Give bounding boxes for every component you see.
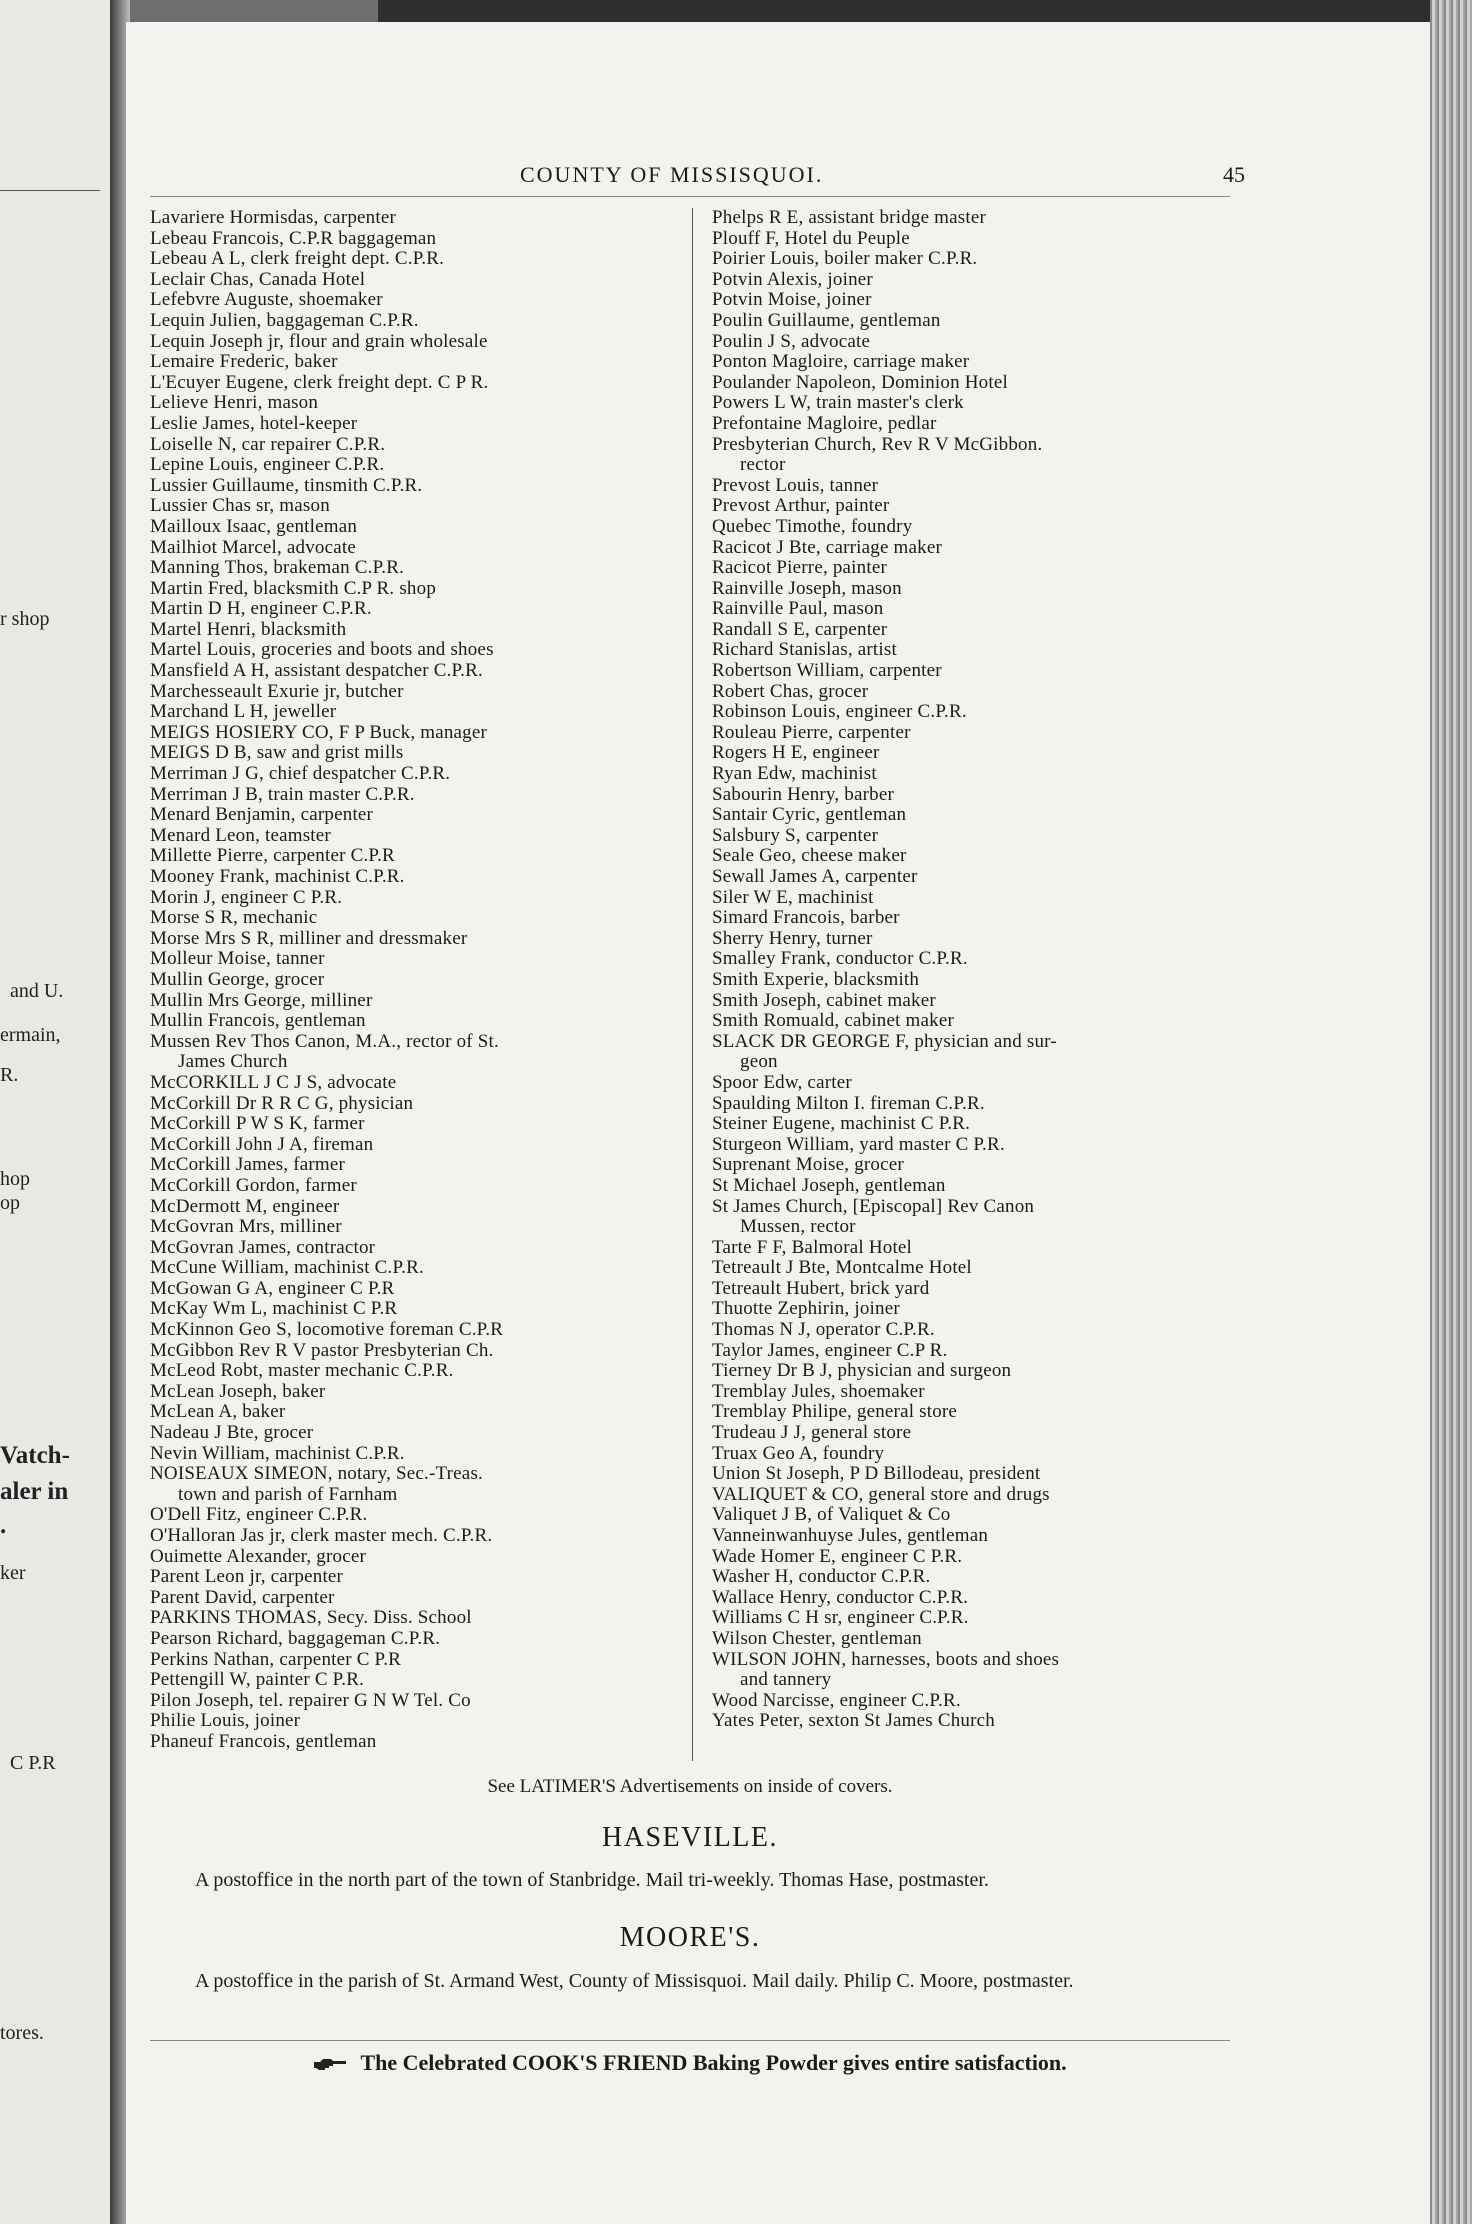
directory-entry: Thuotte Zephirin, joiner [712, 1298, 900, 1320]
directory-entry: Tarte F F, Balmoral Hotel [712, 1236, 913, 1258]
directory-entry: Merriman J G, chief despatcher C.P.R. [150, 763, 451, 785]
directory-entry: McKinnon Geo S, locomotive foreman C.P.R [150, 1319, 504, 1341]
directory-entry: Smith Experie, blacksmith [712, 968, 920, 990]
section-text-moores: A postoffice in the parish of St. Armand West, County of Missisquoi. Mail daily. Philip C. Moore, postmaster. [195, 1970, 1074, 1992]
directory-column-left [150, 208, 678, 1753]
directory-entry: Ouimette Alexander, grocer [150, 1545, 366, 1567]
directory-entry: Simard Francois, barber [712, 907, 900, 929]
directory-entry: McCorkill P W S K, farmer [150, 1113, 365, 1135]
directory-entry: McGowan G A, engineer C P.R [150, 1277, 395, 1299]
directory-entry: Lemaire Frederic, baker [150, 351, 338, 373]
directory-entry: McLean A, baker [150, 1401, 286, 1423]
directory-entry: Prevost Louis, tanner [712, 474, 879, 496]
page-number: 45 [1223, 162, 1245, 187]
page-edges [1430, 0, 1472, 2224]
directory-entry: Seale Geo, cheese maker [712, 845, 907, 867]
directory-entry: Pearson Richard, baggageman C.P.R. [150, 1627, 441, 1649]
directory-entry: Lussier Guillaume, tinsmith C.P.R. [150, 474, 423, 496]
directory-entry: Poulin Guillaume, gentleman [712, 309, 941, 331]
directory-entry: Poulin J S, advocate [712, 330, 871, 352]
directory-entry: Lequin Joseph jr, flour and grain wholesale [150, 330, 488, 352]
header-rule [150, 196, 1230, 197]
page-header [145, 162, 1245, 192]
directory-entry: Quebec Timothe, foundry [712, 515, 913, 537]
directory-entry: Rouleau Pierre, carpenter [712, 721, 911, 743]
directory-entry: Yates Peter, sexton St James Church [712, 1710, 995, 1732]
directory-entry: Marchand L H, jeweller [150, 701, 337, 723]
margin-fragment: R. [0, 1064, 19, 1086]
directory-entry: Leslie James, hotel-keeper [150, 412, 358, 434]
directory-entry: Lebeau A L, clerk freight dept. C.P.R. [150, 248, 445, 270]
directory-entry: Martin D H, engineer C.P.R. [150, 598, 372, 620]
adjacent-page-fragment [0, 0, 115, 2224]
margin-fragment: hop [0, 1168, 30, 1190]
directory-entry: Smalley Frank, conductor C.P.R. [712, 948, 968, 970]
directory-entry: McGovran Mrs, milliner [150, 1216, 342, 1238]
directory-entry: Mullin Mrs George, milliner [150, 989, 373, 1011]
margin-fragment: ker [0, 1562, 26, 1584]
directory-entry: Molleur Moise, tanner [150, 948, 325, 970]
directory-entry: Nevin William, machinist C.P.R. [150, 1442, 405, 1464]
directory-entry: Plouff F, Hotel du Peuple [712, 227, 910, 249]
directory-entry: Pettengill W, painter C P.R. [150, 1669, 365, 1691]
directory-entry: Taylor James, engineer C.P R. [712, 1339, 948, 1361]
directory-entry: town and parish of Farnham [178, 1483, 398, 1505]
directory-entry: Pilon Joseph, tel. repairer G N W Tel. Co [150, 1689, 471, 1711]
directory-entry: Smith Joseph, cabinet maker [712, 989, 936, 1011]
directory-entry: Mussen Rev Thos Canon, M.A., rector of St. [150, 1030, 499, 1052]
directory-entry: Lequin Julien, baggageman C.P.R. [150, 309, 419, 331]
margin-fragment: r shop [0, 608, 50, 630]
directory-entry: Powers L W, train master's clerk [712, 392, 964, 414]
directory-entry: Mailhiot Marcel, advocate [150, 536, 357, 558]
directory-entry: Phaneuf Francois, gentleman [150, 1730, 377, 1752]
directory-entry: McDermott M, engineer [150, 1195, 340, 1217]
adjacent-page-rule [0, 190, 100, 191]
section-title-haseville: HASEVILLE. [602, 1822, 778, 1853]
directory-entry: Racicot Pierre, painter [712, 557, 887, 579]
directory-column-right [712, 208, 1232, 1732]
directory-entry: McLean Joseph, baker [150, 1380, 326, 1402]
directory-entry: Williams C H sr, engineer C.P.R. [712, 1607, 969, 1629]
directory-entry: Wallace Henry, conductor C.P.R. [712, 1586, 969, 1608]
directory-entry: Racicot J Bte, carriage maker [712, 536, 942, 558]
directory-entry: St Michael Joseph, gentleman [712, 1174, 946, 1196]
directory-entry: Santair Cyric, gentleman [712, 804, 907, 826]
directory-entry: Truax Geo A, foundry [712, 1442, 885, 1464]
section-title-moores: MOORE'S. [619, 1922, 761, 1953]
margin-fragment: tores. [0, 2022, 44, 2044]
directory-entry: James Church [178, 1051, 288, 1073]
directory-entry: Tremblay Jules, shoemaker [712, 1380, 925, 1402]
directory-entry: Parent Leon jr, carpenter [150, 1566, 344, 1588]
directory-entry: Millette Pierre, carpenter C.P.R [150, 845, 395, 867]
directory-entry: Prevost Arthur, painter [712, 495, 890, 517]
column-divider [692, 208, 693, 1761]
directory-entry: Ryan Edw, machinist [712, 763, 877, 785]
pointing-hand-icon [313, 2058, 347, 2072]
directory-entry: Martin Fred, blacksmith C.P R. shop [150, 577, 437, 599]
footer-text: The Celebrated COOK'S FRIEND Baking Powder gives entire satisfaction. [360, 2050, 1067, 2075]
directory-entry: Tierney Dr B J, physician and surgeon [712, 1360, 1012, 1382]
directory-entry: Poirier Louis, boiler maker C.P.R. [712, 248, 978, 270]
directory-entry: McGibbon Rev R V pastor Presbyterian Ch. [150, 1339, 494, 1361]
directory-entry: O'Halloran Jas jr, clerk master mech. C.P.R. [150, 1525, 493, 1546]
directory-entry: geon [740, 1051, 778, 1073]
directory-entry: Parent David, carpenter [150, 1586, 335, 1608]
directory-entry: McCorkill Gordon, farmer [150, 1174, 357, 1196]
directory-entry: Randall S E, carpenter [712, 618, 888, 640]
footer-rule [150, 2040, 1230, 2041]
directory-entry: Menard Leon, teamster [150, 824, 331, 846]
directory-entry: Leclair Chas, Canada Hotel [150, 268, 366, 290]
directory-entry: Spoor Edw, carter [712, 1071, 852, 1093]
directory-entry: McCorkill Dr R R C G, physician [150, 1092, 414, 1114]
directory-entry: Presbyterian Church, Rev R V McGibbon. [712, 433, 1043, 455]
directory-entry: Merriman J B, train master C.P.R. [150, 783, 415, 805]
directory-entry: Martel Henri, blacksmith [150, 618, 347, 640]
directory-entry: Perkins Nathan, carpenter C P.R [150, 1648, 402, 1670]
directory-entry: O'Dell Fitz, engineer C.P.R. [150, 1504, 368, 1526]
directory-entry: Nadeau J Bte, grocer [150, 1422, 314, 1444]
directory-entry: Spaulding Milton I. fireman C.P.R. [712, 1092, 985, 1114]
directory-entry: Robinson Louis, engineer C.P.R. [712, 701, 967, 723]
directory-entry: L'Ecuyer Eugene, clerk freight dept. C P R. [150, 371, 489, 393]
margin-fragment: ermain, [0, 1024, 61, 1046]
directory-entry: Siler W E, machinist [712, 886, 874, 908]
directory-entry: Mullin George, grocer [150, 968, 325, 990]
directory-entry: Sherry Henry, turner [712, 927, 873, 949]
directory-entry: MEIGS HOSIERY CO, F P Buck, manager [150, 721, 488, 743]
advertisement-note: See LATIMER'S Advertisements on inside of covers. [487, 1776, 893, 1797]
directory-entry: Vanneinwanhuyse Jules, gentleman [712, 1525, 989, 1546]
directory-entry: Thomas N J, operator C.P.R. [712, 1319, 935, 1341]
directory-entry: Robert Chas, grocer [712, 680, 869, 702]
directory-entry: Sewall James A, carpenter [712, 866, 918, 887]
directory-entry: Wade Homer E, engineer C P.R. [712, 1545, 963, 1567]
directory-entry: Richard Stanislas, artist [712, 639, 897, 661]
directory-entry: NOISEAUX SIMEON, notary, Sec.-Treas. [150, 1463, 483, 1485]
directory-entry: Rogers H E, engineer [712, 742, 880, 764]
margin-fragment: and U. [10, 980, 64, 1002]
directory-entry: Potvin Alexis, joiner [712, 268, 873, 290]
directory-entry: Salsbury S, carpenter [712, 824, 879, 846]
directory-entry: Wood Narcisse, engineer C.P.R. [712, 1689, 961, 1711]
directory-entry: Philie Louis, joiner [150, 1710, 301, 1732]
directory-entry: Rainville Paul, mason [712, 598, 884, 620]
directory-entry: Trudeau J J, general store [712, 1422, 912, 1444]
running-title: COUNTY OF MISSISQUOI. [520, 162, 824, 187]
margin-fragment: . [0, 1512, 7, 1539]
directory-entry: Mussen, rector [740, 1216, 856, 1238]
directory-entry: Morin J, engineer C P.R. [150, 886, 343, 908]
directory-entry: Prefontaine Magloire, pedlar [712, 412, 937, 434]
margin-fragment: aler in [0, 1478, 69, 1505]
directory-entry: Tremblay Philipe, general store [712, 1401, 958, 1423]
directory-entry: Mailloux Isaac, gentleman [150, 515, 358, 537]
directory-entry: Valiquet J B, of Valiquet & Co [712, 1504, 951, 1526]
directory-entry: Poulander Napoleon, Dominion Hotel [712, 371, 1008, 393]
directory-entry: McCORKILL J C J S, advocate [150, 1071, 397, 1093]
directory-entry: St James Church, [Episcopal] Rev Canon [712, 1195, 1035, 1217]
footer-advert [150, 2050, 1230, 2076]
directory-entry: Loiselle N, car repairer C.P.R. [150, 433, 386, 455]
directory-entry: McGovran James, contractor [150, 1236, 376, 1258]
directory-entry: Wilson Chester, gentleman [712, 1627, 922, 1649]
directory-entry: SLACK DR GEORGE F, physician and sur- [712, 1030, 1057, 1052]
directory-entry: McCorkill James, farmer [150, 1154, 346, 1176]
directory-entry: Tetreault J Bte, Montcalme Hotel [712, 1257, 972, 1279]
directory-entry: Mooney Frank, machinist C.P.R. [150, 866, 405, 887]
directory-entry: Martel Louis, groceries and boots and shoes [150, 639, 494, 661]
directory-entry: PARKINS THOMAS, Secy. Diss. School [150, 1607, 472, 1629]
directory-entry: Robertson William, carpenter [712, 660, 942, 682]
margin-fragment: Vatch- [0, 1442, 70, 1469]
directory-entry: Potvin Moise, joiner [712, 289, 872, 311]
directory-entry: Menard Benjamin, carpenter [150, 804, 374, 826]
directory-entry: Lefebvre Auguste, shoemaker [150, 289, 383, 311]
directory-entry: Sturgeon William, yard master C P.R. [712, 1133, 1005, 1155]
directory-entry: Lelieve Henri, mason [150, 392, 319, 414]
directory-entry: Morse S R, mechanic [150, 907, 318, 929]
directory-entry: Union St Joseph, P D Billodeau, president [712, 1463, 1041, 1485]
directory-entry: Smith Romuald, cabinet maker [712, 1010, 954, 1032]
directory-entry: Ponton Magloire, carriage maker [712, 351, 970, 373]
section-text-haseville: A postoffice in the north part of the town of Stanbridge. Mail tri-weekly. Thomas Hase, postmaster. [195, 1869, 989, 1891]
directory-entry: Mansfield A H, assistant despatcher C.P.R. [150, 660, 483, 682]
directory-entry: Sabourin Henry, barber [712, 783, 895, 805]
directory-entry: Phelps R E, assistant bridge master [712, 207, 987, 228]
directory-entry: rector [740, 454, 786, 476]
directory-entry: Mullin Francois, gentleman [150, 1010, 366, 1032]
directory-entry: VALIQUET & CO, general store and drugs [712, 1483, 1050, 1505]
directory-entry: Lavariere Hormisdas, carpenter [150, 207, 397, 228]
directory-entry: Suprenant Moise, grocer [712, 1154, 904, 1176]
directory-entry: McCorkill John J A, fireman [150, 1133, 374, 1155]
directory-entry: Washer H, conductor C.P.R. [712, 1566, 931, 1588]
directory-entry: WILSON JOHN, harnesses, boots and shoes [712, 1648, 1060, 1670]
directory-entry: McKay Wm L, machinist C P.R [150, 1298, 398, 1320]
directory-entry: Morse Mrs S R, milliner and dressmaker [150, 927, 468, 949]
margin-fragment: C P.R [10, 1752, 56, 1774]
directory-entry: and tannery [740, 1669, 832, 1691]
directory-entry: Manning Thos, brakeman C.P.R. [150, 557, 405, 579]
directory-entry: Marchesseault Exurie jr, butcher [150, 680, 404, 702]
directory-entry: Rainville Joseph, mason [712, 577, 902, 599]
directory-entry: McLeod Robt, master mechanic C.P.R. [150, 1360, 454, 1382]
directory-entry: McCune William, machinist C.P.R. [150, 1257, 424, 1279]
directory-entry: Steiner Eugene, machinist C P.R. [712, 1113, 971, 1135]
directory-entry: MEIGS D B, saw and grist mills [150, 742, 404, 764]
directory-entry: Tetreault Hubert, brick yard [712, 1277, 930, 1299]
directory-entry: Lussier Chas sr, mason [150, 495, 330, 517]
margin-fragment: op [0, 1192, 20, 1214]
directory-entry: Lebeau Francois, C.P.R baggageman [150, 227, 437, 249]
directory-entry: Lepine Louis, engineer C.P.R. [150, 454, 385, 476]
